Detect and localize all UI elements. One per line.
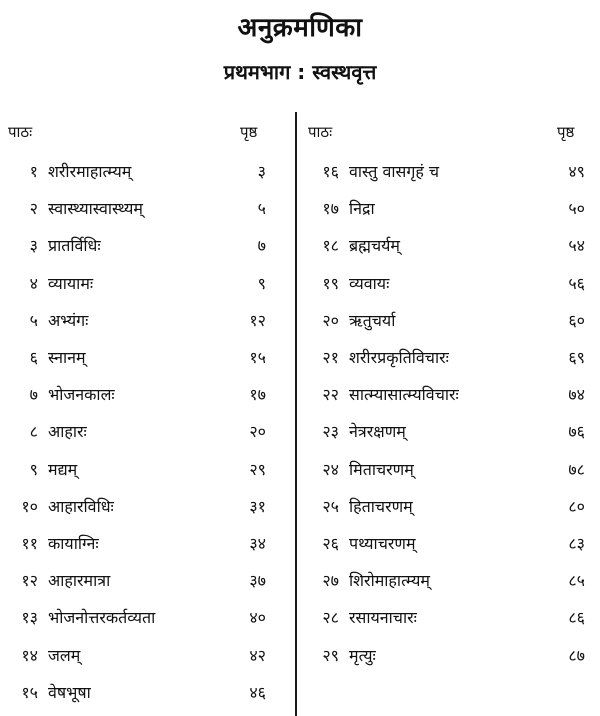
index-entry [0,491,294,523]
lesson-title: आहारविधिः [48,496,114,516]
page-number: ८३ [568,534,585,553]
lesson-number: १६ [322,162,339,181]
index-entry [297,454,600,486]
lesson-number: १७ [322,199,339,219]
lesson-title: शिरोमाहात्म्यम् [349,571,430,591]
lesson-title: स्वास्थ्यास्वास्थ्यम् [48,199,143,219]
lesson-title: ऋतुचर्या [349,310,396,330]
page-number: ४० [249,608,266,628]
lesson-title: आहारः [48,422,87,442]
page-header: पृष्ठ [240,123,258,141]
index-entry [0,416,294,448]
page-number: ८७ [568,645,585,665]
lesson-number: २० [322,310,339,330]
index-entry [0,602,294,634]
index-entry [0,640,294,672]
page-header: पृष्ठ [557,123,575,141]
lesson-number: ७ [29,385,38,405]
lesson-title: आहारमात्रा [48,571,111,591]
page-title: अनुक्रमणिका [237,13,363,43]
index-entry [297,305,600,337]
lesson-number: २५ [322,496,339,516]
page-number: ५० [568,199,585,219]
page-number: ७४ [568,385,585,405]
lesson-title: भोजनोत्तरकर्तव्यता [48,608,156,628]
page-number: ३ [257,162,266,181]
page-number: ८६ [568,608,585,628]
page-number: ७६ [568,422,585,442]
page-number: ८५ [568,571,585,591]
lesson-number: १२ [21,571,38,591]
page-number: ८० [568,496,585,516]
lesson-title: शरीरमाहात्म्यम् [48,162,132,181]
lesson-title: मद्यम् [48,459,78,479]
lesson-title: जलम् [48,645,81,665]
index-entry [297,565,600,597]
lesson-title: वेषभूषा [48,682,91,702]
index-entry [297,640,600,672]
lesson-number: २ [29,199,38,219]
lesson-number: २१ [322,348,339,367]
page-number: ४६ [249,682,266,702]
page-number: ५ [257,199,266,219]
page-number: १२ [249,310,266,330]
index-entry [0,379,294,411]
page-number: १५ [249,348,266,367]
index-entry [0,268,294,300]
lesson-number: २९ [322,645,339,665]
lesson-number: १० [21,496,38,516]
lesson-number: ३ [29,236,38,256]
index-entry [297,342,600,374]
lesson-number: २७ [322,571,339,591]
page-number: ६० [568,310,585,330]
page-number: १७ [249,385,266,405]
index-entry [0,342,294,374]
index-entry [0,565,294,597]
lesson-title: कायाग्निः [48,534,99,553]
lesson-header: पाठः [308,123,333,141]
lesson-title: व्यवायः [349,273,390,293]
lesson-number: २२ [322,385,339,405]
lesson-number: २४ [322,459,339,479]
page-number: ६९ [568,348,585,367]
page-number: ५४ [568,236,585,256]
lesson-number: ५ [29,310,38,330]
lesson-header: पाठः [8,123,33,141]
lesson-title: मिताचरणम् [349,459,414,479]
page-number: ३१ [249,496,266,516]
page-number: २९ [249,459,266,479]
lesson-number: ६ [29,348,38,367]
index-entry [0,677,294,709]
index-entry [0,528,294,560]
lesson-number: १८ [322,236,339,256]
lesson-number: २३ [322,422,339,442]
lesson-number: १९ [322,273,339,293]
index-entry [297,156,600,188]
lesson-number: २८ [322,608,339,628]
lesson-number: ४ [29,273,38,293]
lesson-title: शरीरप्रकृतिविचारः [349,348,449,367]
index-entry [297,416,600,448]
lesson-title: वास्तु वासगृहं च [349,162,440,181]
lesson-number: १४ [21,645,38,665]
lesson-title: हिताचरणम् [349,496,413,516]
page-number: ४९ [568,162,585,181]
index-entry [0,454,294,486]
page-number: ३४ [249,534,266,553]
lesson-title: मृत्युः [349,645,376,665]
lesson-title: भोजनकालः [48,385,115,405]
lesson-title: पथ्याचरणम् [349,534,416,553]
lesson-title: अभ्यंगः [48,310,89,330]
page-number: ४२ [249,645,266,665]
index-entry [297,528,600,560]
page-number: २० [249,422,266,442]
lesson-number: १३ [21,608,38,628]
lesson-number: १ [29,162,38,181]
index-entry [297,602,600,634]
lesson-title: निद्रा [349,199,375,219]
lesson-title: रसायनाचारः [349,608,417,628]
lesson-number: २६ [322,534,339,553]
index-entry [0,305,294,337]
lesson-number: ८ [29,422,38,442]
lesson-title: स्नानम् [48,348,86,367]
index-entry [0,193,294,225]
index-entry [0,230,294,262]
page-number: ७ [257,236,266,256]
index-entry [297,193,600,225]
page-number: ३७ [249,571,266,591]
index-entry [0,156,294,188]
lesson-title: सात्म्यासात्म्यविचारः [349,385,459,405]
lesson-title: प्रातर्विधिः [48,236,101,256]
page-number: ५६ [568,273,585,293]
lesson-title: ब्रह्मचर्यम् [349,236,400,256]
index-entry [297,230,600,262]
page-number: ९ [257,273,266,293]
lesson-number: ११ [21,534,38,553]
index-entry [297,491,600,523]
lesson-number: ९ [29,459,38,479]
lesson-title: व्यायामः [48,273,94,293]
index-entry [297,379,600,411]
index-entry [297,268,600,300]
page-number: ७८ [568,459,585,479]
section-subtitle: प्रथमभाग : स्वस्थवृत्त [223,60,377,84]
lesson-title: नेत्ररक्षणम् [349,422,406,442]
lesson-number: १५ [21,682,38,702]
